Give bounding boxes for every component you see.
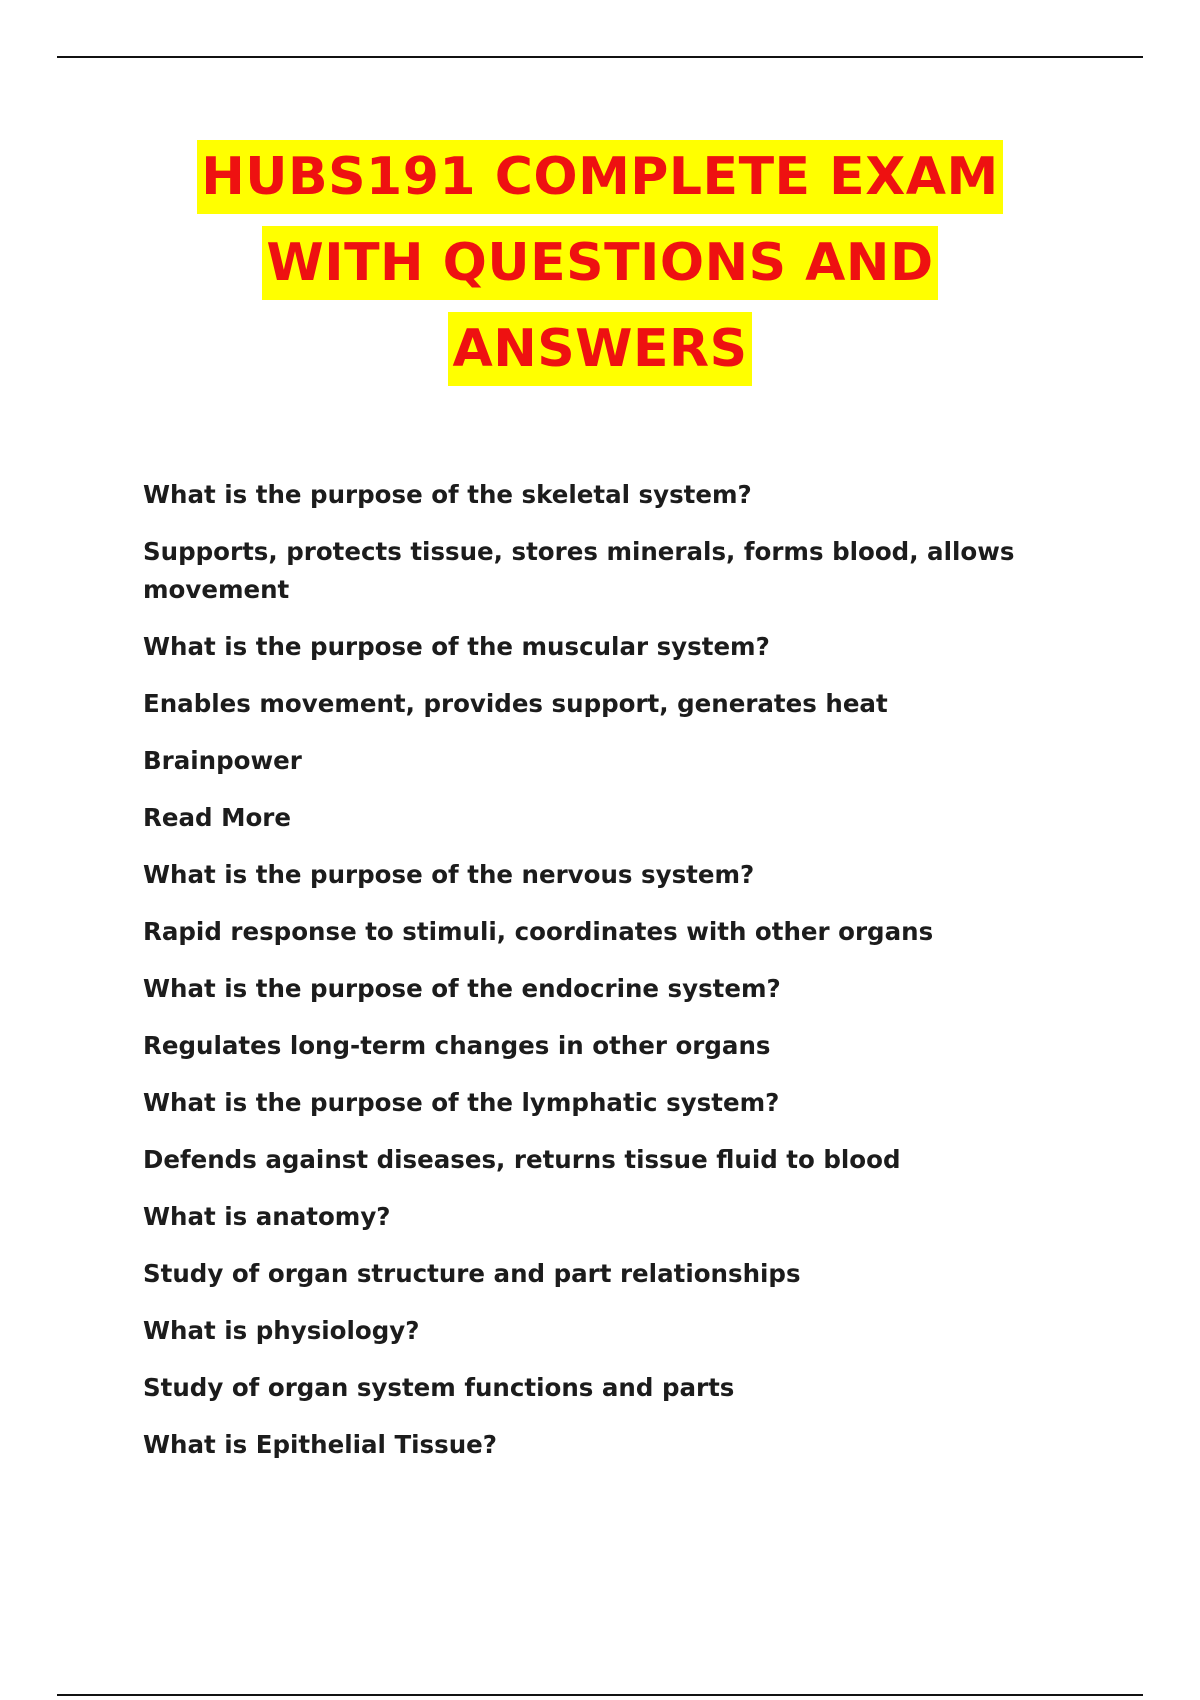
answer-muscular: Enables movement, provides support, generates heat bbox=[143, 689, 888, 718]
question-skeletal: What is the purpose of the skeletal system? bbox=[143, 480, 752, 509]
question-physiology: What is physiology? bbox=[143, 1316, 420, 1345]
qa-list bbox=[143, 476, 1023, 1483]
answer-endocrine: Regulates long-term changes in other organs bbox=[143, 1031, 771, 1060]
answer-physiology: Study of organ system functions and parts bbox=[143, 1373, 735, 1402]
answer-anatomy: Study of organ structure and part relationships bbox=[143, 1259, 801, 1288]
question-nervous: What is the purpose of the nervous system? bbox=[143, 860, 755, 889]
title-line-3: ANSWERS bbox=[448, 312, 751, 386]
question-anatomy: What is anatomy? bbox=[143, 1202, 391, 1231]
document-title bbox=[0, 140, 1200, 386]
question-endocrine: What is the purpose of the endocrine system? bbox=[143, 974, 781, 1003]
brainpower-label: Brainpower bbox=[143, 746, 302, 775]
footer-rule bbox=[57, 1694, 1143, 1696]
answer-lymphatic: Defends against diseases, returns tissue fluid to blood bbox=[143, 1145, 901, 1174]
question-muscular: What is the purpose of the muscular system? bbox=[143, 632, 770, 661]
question-epithelial: What is Epithelial Tissue? bbox=[143, 1430, 497, 1459]
answer-skeletal: Supports, protects tissue, stores minerals, forms blood, allows movement bbox=[143, 537, 1015, 604]
title-line-1: HUBS191 COMPLETE EXAM bbox=[197, 140, 1003, 214]
header-rule bbox=[57, 56, 1143, 58]
question-lymphatic: What is the purpose of the lymphatic system? bbox=[143, 1088, 780, 1117]
read-more-link[interactable]: Read More bbox=[143, 803, 291, 832]
title-line-2: WITH QUESTIONS AND bbox=[262, 226, 937, 300]
answer-nervous: Rapid response to stimuli, coordinates with other organs bbox=[143, 917, 934, 946]
